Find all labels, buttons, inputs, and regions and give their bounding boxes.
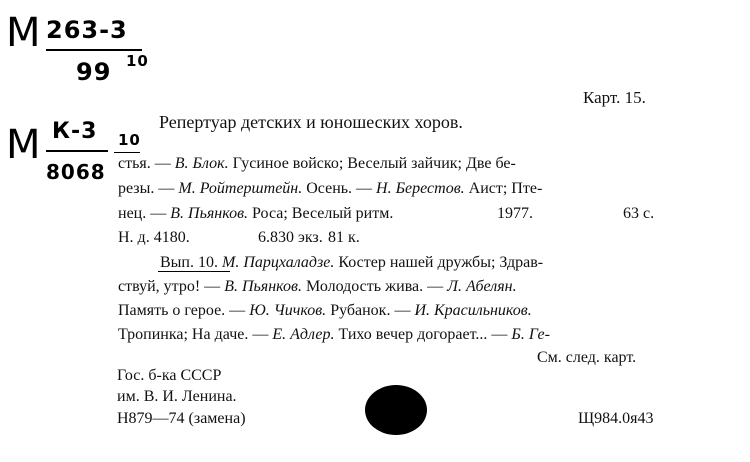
body-line-2: резы. — М. Ройтерштейн. Осень. — Н. Берестов. Аист; Пте- <box>118 180 543 197</box>
publication-year: 1977. <box>497 205 533 222</box>
library-line-1: Гос. б-ка СССР <box>117 367 222 384</box>
ink-blot <box>365 385 427 435</box>
body-line-1: стья. — В. Блок. Гусиное войско; Веселый зайчик; Две бе- <box>118 155 516 172</box>
body-line-7: Память о герое. — Ю. Чичков. Рубанок. — И. Красильников. <box>118 302 532 319</box>
classification-code: Щ984.0я43 <box>578 410 654 427</box>
handwritten-number-2: 8068 <box>46 160 106 184</box>
handwritten-fraction-line-1 <box>46 49 142 51</box>
copies-count: 6.830 экз. <box>258 229 323 246</box>
body-line-5: Вып. 10. М. Парцхаладзе. Костер нашей дружбы; Здрав- <box>160 254 544 271</box>
handwritten-underline-2 <box>114 152 140 153</box>
page-count: 63 с. <box>623 205 655 222</box>
order-number: Н879—74 (замена) <box>117 410 246 427</box>
body-line-4: Н. д. 4180. <box>118 229 190 246</box>
issue-underline <box>158 271 230 272</box>
handwritten-letter-1: М <box>6 10 42 56</box>
continued-note: См. след. карт. <box>537 349 637 366</box>
handwritten-fraction-line-2 <box>46 150 108 152</box>
card-title: Репертуар детских и юношеских хоров. <box>159 112 463 132</box>
handwritten-code-1: 263-3 <box>46 16 128 44</box>
library-line-2: им. В. И. Ленина. <box>117 388 237 405</box>
handwritten-number-1: 99 <box>76 58 112 86</box>
handwritten-letter-2: М <box>6 122 42 168</box>
handwritten-code-2: К-3 <box>52 119 98 144</box>
card-number: Карт. 15. <box>583 88 646 107</box>
handwritten-superscript-1: 10 <box>126 52 149 70</box>
body-line-3: нец. — В. Пьянков. Роса; Веселый ритм. <box>118 205 394 222</box>
body-line-8: Тропинка; На даче. — Е. Адлер. Тихо вечер догорает... — Б. Ге- <box>118 326 550 343</box>
handwritten-superscript-2: 10 <box>118 131 141 149</box>
body-line-6: ствуй, утро! — В. Пьянков. Молодость жива. — Л. Абелян. <box>118 278 517 295</box>
price: 81 к. <box>328 229 360 246</box>
